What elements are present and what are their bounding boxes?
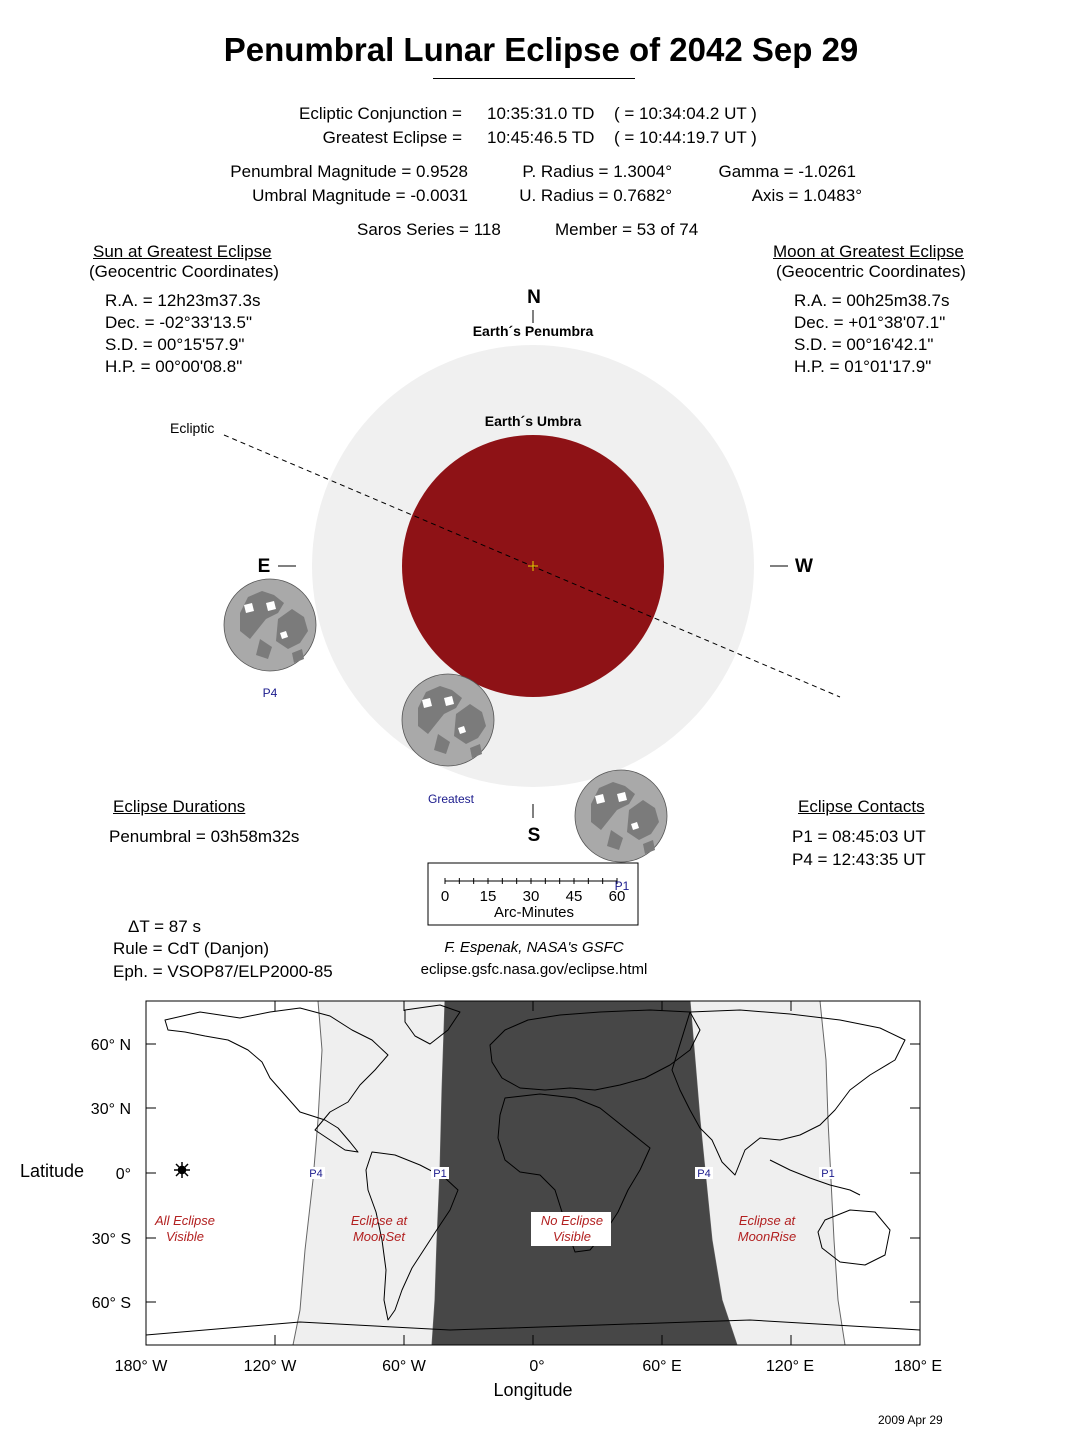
map-p1-east: P1	[821, 1168, 835, 1180]
sun-hp: H.P. = 00°00'08.8"	[105, 357, 243, 376]
world-map	[146, 1001, 920, 1345]
contacts-title: Eclipse Contacts	[798, 797, 925, 816]
p4-moon-label: P4	[262, 686, 278, 700]
conjunction-ut: ( = 10:34:04.2 UT )	[614, 104, 757, 123]
lon-tick-60e: 60° E	[642, 1358, 682, 1375]
zone-moonrise-line1: Eclipse at	[738, 1213, 796, 1228]
moon-greatest	[402, 674, 494, 766]
saros-member: Member = 53 of 74	[555, 220, 699, 239]
lon-tick-120w: 120° W	[243, 1358, 297, 1375]
map-p4-east: P4	[697, 1168, 711, 1180]
lon-tick-180w: 180° W	[114, 1358, 168, 1375]
moon-dec: Dec. = +01°38'07.1"	[794, 313, 946, 332]
moon-p1	[575, 770, 667, 862]
scale-tick-30: 30	[522, 888, 540, 905]
map-p1-west: P1	[433, 1168, 447, 1180]
no-eclipse-zone	[432, 1001, 737, 1345]
zone-moonset-line1: Eclipse at	[350, 1213, 408, 1228]
scale-label: Arc-Minutes	[493, 904, 575, 921]
lon-tick-0: 0°	[529, 1358, 545, 1375]
conjunction-td: 10:35:31.0 TD	[487, 104, 595, 123]
umbral-radius: U. Radius = 0.7682°	[519, 186, 672, 205]
greatest-moon-label: Greatest	[427, 792, 475, 806]
lat-tick-30n: 30° N	[90, 1101, 131, 1118]
scale-tick-60: 60	[608, 888, 626, 905]
latitude-title: Latitude	[19, 1161, 85, 1181]
penumbral-radius: P. Radius = 1.3004°	[522, 162, 672, 181]
moon-p4	[224, 579, 316, 671]
zone-moonset-line2: MoonSet	[352, 1229, 406, 1244]
contact-p4: P4 = 12:43:35 UT	[792, 850, 926, 869]
scale-tick-45: 45	[565, 888, 583, 905]
longitude-title: Longitude	[493, 1380, 573, 1400]
conjunction-label: Ecliptic Conjunction =	[298, 104, 462, 123]
zone-none-line2: Visible	[552, 1229, 592, 1244]
map-p4-west: P4	[309, 1168, 323, 1180]
sun-ra: R.A. = 12h23m37.3s	[105, 291, 261, 310]
moon-ra: R.A. = 00h25m38.7s	[794, 291, 950, 310]
rule-text: Rule = CdT (Danjon)	[113, 939, 270, 958]
sun-symbol	[174, 1162, 190, 1178]
greatest-eclipse-ut: ( = 10:44:19.7 UT )	[614, 128, 757, 147]
lon-tick-120e: 120° E	[765, 1358, 815, 1375]
umbral-magnitude: Umbral Magnitude = -0.0031	[252, 186, 468, 205]
gamma-value: Gamma = -1.0261	[718, 162, 856, 181]
scale-tick-0: 0	[440, 888, 450, 905]
sun-title: Sun at Greatest Eclipse	[93, 242, 272, 261]
saros-series: Saros Series = 118	[357, 220, 501, 239]
axis-value: Axis = 1.0483°	[751, 186, 862, 205]
penumbral-magnitude: Penumbral Magnitude = 0.9528	[230, 162, 468, 181]
moon-hp: H.P. = 01°01'17.9"	[794, 357, 932, 376]
contact-p1: P1 = 08:45:03 UT	[792, 827, 926, 846]
moon-title: Moon at Greatest Eclipse	[773, 242, 964, 261]
page-title: Penumbral Lunar Eclipse of 2042 Sep 29	[223, 31, 859, 68]
lat-tick-60s: 60° S	[91, 1295, 131, 1312]
moon-sd: S.D. = 00°16'42.1"	[794, 335, 934, 354]
south-label: S	[527, 825, 541, 846]
lat-tick-0: 0°	[115, 1166, 131, 1183]
zone-moonrise-line2: MoonRise	[737, 1229, 797, 1244]
sun-subtitle: (Geocentric Coordinates)	[89, 262, 279, 281]
lat-tick-30s: 30° S	[91, 1231, 131, 1248]
durations-title: Eclipse Durations	[113, 797, 246, 816]
sun-sd: S.D. = 00°15'57.9"	[105, 335, 245, 354]
credit-text: F. Espenak, NASA's GSFC	[444, 939, 624, 956]
zone-none-line1: No Eclipse	[540, 1213, 604, 1228]
umbra-label: Earth´s Umbra	[484, 413, 582, 429]
moon-subtitle: (Geocentric Coordinates)	[776, 262, 966, 281]
greatest-eclipse-label: Greatest Eclipse =	[322, 128, 462, 147]
lon-tick-60w: 60° W	[382, 1358, 426, 1375]
sun-dec: Dec. = -02°33'13.5"	[105, 313, 252, 332]
east-label: E	[257, 556, 271, 577]
zone-all-line2: Visible	[165, 1229, 205, 1244]
greatest-eclipse-td: 10:45:46.5 TD	[487, 128, 595, 147]
credit-url: eclipse.gsfc.nasa.gov/eclipse.html	[420, 961, 648, 978]
plot-date: 2009 Apr 29	[878, 1413, 943, 1427]
scale-tick-15: 15	[479, 888, 497, 905]
lon-tick-180e: 180° E	[893, 1358, 943, 1375]
zone-all-line1: All Eclipse	[155, 1213, 215, 1228]
penumbral-duration: Penumbral = 03h58m32s	[109, 827, 300, 846]
ecliptic-label: Ecliptic	[170, 420, 215, 436]
lat-tick-60n: 60° N	[90, 1037, 131, 1054]
north-label: N	[527, 287, 541, 308]
p1-moon-label: P1	[614, 879, 630, 893]
ephemeris-text: Eph. = VSOP87/ELP2000-85	[113, 962, 333, 981]
west-label: W	[795, 556, 813, 577]
delta-t: ΔT = 87 s	[128, 917, 201, 936]
penumbra-label: Earth´s Penumbra	[472, 323, 594, 339]
